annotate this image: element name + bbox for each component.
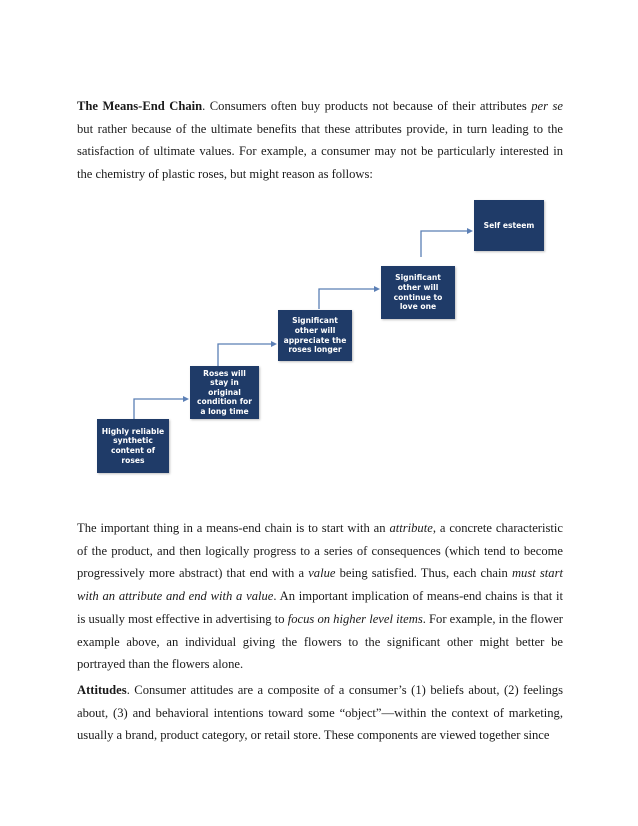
emphasis-text: per se [531, 99, 563, 113]
means-end-explanation-paragraph [77, 517, 563, 676]
attitudes-paragraph [77, 679, 563, 747]
chain-step-label: Roses will stay in original condition for a long time [197, 368, 252, 416]
arrowhead [467, 228, 473, 234]
emphasis-text: attribute [389, 521, 433, 535]
chain-arrow [421, 231, 468, 257]
chain-step-label: Self esteem [483, 220, 535, 230]
paragraph-text: The important thing in a means-end chain is to start with an [77, 521, 390, 535]
chain-arrow [134, 399, 184, 420]
heading-period: . [202, 99, 206, 113]
chain-step-value [474, 200, 544, 251]
paragraph-text: but rather because of the ultimate benefits that these attributes provide, in turn leading to the satisfaction of ultimate values. For example, a consumer may not be particularly interested in the chemistry of plastic roses, but might reason as follows: [77, 121, 563, 182]
chain-step-consequence-2 [278, 310, 352, 361]
paragraph-text: being satisfied. Thus, each chain [335, 566, 512, 581]
chain-step-consequence-3 [381, 266, 455, 319]
chain-step-label: Significant other will continue to love one [393, 273, 443, 312]
chain-step-attribute [97, 419, 169, 473]
emphasis-text: value [308, 566, 336, 581]
paragraph-text: . An important implication of means-end chains is that it is usually most effective in advertising to [77, 589, 563, 626]
means-end-paragraph [77, 95, 563, 186]
paragraph-text: . For example, in the flower example above, an individual giving the flowers to the significant other might better be portrayed than the flowers alone. [77, 611, 563, 672]
chain-arrow [218, 344, 272, 367]
chain-step-label: Highly reliable synthetic content of roses [101, 426, 165, 465]
arrowhead [271, 341, 277, 347]
chain-step-label: Significant other will appreciate the roses longer [283, 316, 347, 355]
arrowhead [374, 286, 380, 292]
attitudes-heading: Attitudes [77, 683, 127, 697]
chain-step-consequence-1 [190, 366, 259, 419]
paragraph-text: . Consumer attitudes are a composite of a consumer’s (1) beliefs about, (2) feelings about, (3) and behavioral intentions toward some “object”—within the context of marketing, usually a brand, product category, or retail store. These components are viewed together since [77, 683, 563, 743]
means-end-heading: The Means-End Chain [77, 99, 203, 113]
arrowhead [183, 396, 189, 402]
chain-arrow [319, 289, 375, 309]
emphasis-text: focus on higher level items [287, 611, 423, 626]
emphasis-text: must start with an attribute and end with a value [77, 566, 563, 604]
paragraph-text: Consumers often buy products not because of their attributes [205, 99, 532, 113]
paragraph-text: , a concrete characteristic of the product, and then logically progress to a series of consequences (which tend to become progressively more abstract) that end with a [77, 521, 563, 581]
